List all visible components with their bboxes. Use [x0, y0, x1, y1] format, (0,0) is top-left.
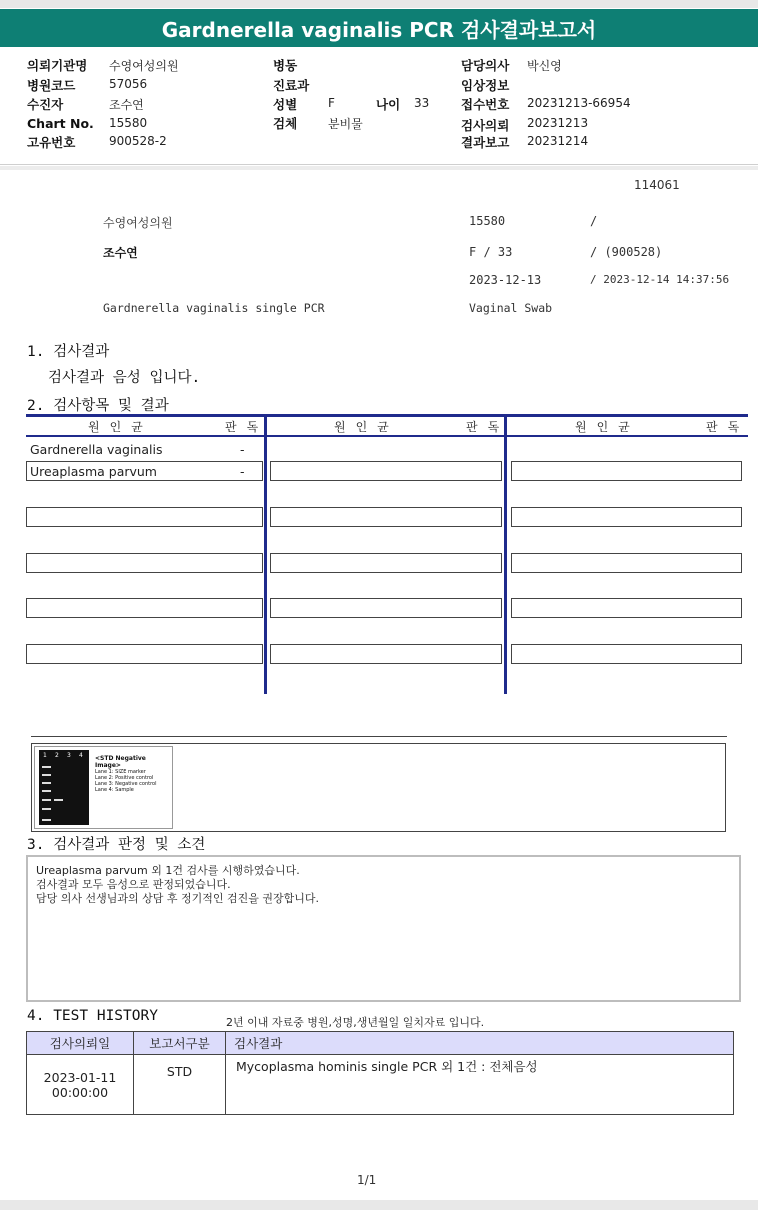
label-hospital-code: 병원코드	[27, 78, 76, 93]
section4-heading: 4. TEST HISTORY	[27, 1008, 158, 1024]
result-name-2: Ureaplasma parvum	[30, 464, 157, 479]
empty-cell	[26, 644, 263, 664]
history-time: 00:00:00	[51, 1084, 109, 1100]
value-patient: 조수연	[109, 98, 144, 112]
col-header-pathogen-3: 원인균	[575, 420, 640, 434]
label-institution: 의뢰기관명	[27, 58, 88, 73]
label-age: 나이	[376, 97, 401, 112]
value-unique-id: 900528-2	[109, 134, 167, 148]
history-result: Mycoplasma hominis single PCR 외 1건 : 전체음성	[226, 1055, 734, 1115]
table-header-rule	[26, 435, 748, 437]
table-top-rule	[26, 414, 748, 417]
summary-sex-age: F / 33	[469, 245, 513, 259]
table-divider-1	[264, 414, 267, 694]
empty-cell	[26, 598, 263, 618]
history-table	[26, 1031, 734, 1115]
empty-cell	[511, 644, 742, 664]
gel-band	[42, 766, 51, 768]
section3-heading: 3. 검사결과 판정 및 소견	[27, 837, 206, 853]
value-age: 33	[414, 96, 430, 110]
label-department: 진료과	[273, 78, 310, 93]
lane-label: 3	[67, 752, 71, 759]
summary-request-date: 2023-12-13	[469, 273, 542, 287]
value-hospital-code: 57056	[109, 77, 148, 91]
label-chart-no: Chart No.	[27, 116, 94, 131]
col-header-judge-3: 판독	[706, 420, 750, 434]
opinion-line-3: 담당 의사 선생님과의 상담 후 정기적인 검진을 권장합니다.	[36, 892, 319, 905]
page-number: 1/1	[357, 1173, 377, 1187]
empty-cell	[511, 598, 742, 618]
report-title: Gardnerella vaginalis PCR 검사결과보고서	[0, 9, 758, 47]
gel-photo	[39, 750, 89, 825]
summary-specimen: Vaginal Swab	[469, 301, 553, 315]
section2-heading: 2. 검사항목 및 결과	[27, 398, 169, 414]
value-request-date: 20231213	[527, 116, 589, 130]
history-note: 2년 이내 자료중 병원,성명,생년월일 일치자료 입니다.	[226, 1016, 485, 1029]
bottom-strip	[0, 1200, 758, 1210]
header-divider-shade	[0, 166, 758, 170]
label-patient: 수진자	[27, 97, 64, 112]
label-specimen: 검체	[273, 116, 298, 131]
empty-cell	[511, 553, 742, 573]
empty-cell	[270, 598, 502, 618]
gel-band	[42, 808, 51, 810]
section1-result: 검사결과 음성 입니다.	[48, 370, 201, 386]
empty-cell	[270, 507, 502, 527]
summary-chart: 15580	[469, 214, 506, 228]
report-code: 114061	[634, 178, 680, 192]
section1-heading: 1. 검사결과	[27, 344, 110, 360]
empty-cell	[270, 644, 502, 664]
gel-image	[34, 746, 173, 829]
value-institution: 수영여성의원	[109, 59, 179, 73]
opinion-line-1: Ureaplasma parvum 외 1건 검사를 시행하였습니다.	[36, 864, 300, 877]
empty-cell	[270, 553, 502, 573]
label-sex: 성별	[273, 97, 298, 112]
top-strip	[0, 0, 758, 8]
gel-title: <STD Negative Image>	[95, 755, 146, 769]
label-ward: 병동	[273, 58, 298, 73]
history-col-date: 검사의뢰일	[27, 1032, 134, 1055]
gel-legend-2: Lane 2: Positive control	[95, 775, 154, 781]
gel-band	[54, 799, 63, 801]
gel-band	[42, 782, 51, 784]
table-divider-2	[504, 414, 507, 694]
result-name-1: Gardnerella vaginalis	[30, 442, 163, 457]
lane-label: 1	[43, 752, 47, 759]
summary-slash: /	[590, 214, 598, 228]
gel-legend-3: Lane 3: Negative control	[95, 781, 157, 787]
label-report-date: 결과보고	[461, 135, 510, 150]
summary-hospital: 수영여성의원	[103, 216, 173, 230]
result-value-1: -	[240, 442, 245, 457]
value-specimen: 분비물	[328, 117, 363, 131]
history-date-cell	[27, 1055, 134, 1115]
value-sex: F	[328, 96, 335, 110]
summary-patient: 조수연	[103, 246, 138, 260]
history-col-result: 검사결과	[226, 1032, 734, 1055]
label-doctor: 담당의사	[461, 58, 510, 73]
result-value-2: -	[240, 464, 245, 479]
empty-cell	[511, 507, 742, 527]
gel-legend-1: Lane 1: SIZE marker	[95, 769, 146, 775]
col-header-pathogen-2: 원인균	[334, 420, 399, 434]
value-report-date: 20231214	[527, 134, 589, 148]
value-receipt-no: 20231213-66954	[527, 96, 631, 110]
gel-band	[42, 799, 51, 801]
label-unique-id: 고유번호	[27, 135, 76, 150]
empty-cell	[511, 461, 742, 481]
summary-test-name: Gardnerella vaginalis single PCR	[103, 301, 325, 315]
lane-label: 2	[55, 752, 59, 759]
history-col-type: 보고서구분	[134, 1032, 226, 1055]
gel-legend-4: Lane 4: Sample	[95, 787, 134, 793]
history-date: 2023-01-11	[43, 1069, 117, 1085]
col-header-judge-2: 판독	[466, 420, 510, 434]
label-receipt-no: 접수번호	[461, 97, 510, 112]
gel-band	[42, 774, 51, 776]
label-request-date: 검사의뢰	[461, 118, 510, 133]
gel-band	[42, 790, 51, 792]
summary-id: / (900528)	[590, 245, 663, 259]
summary-report-datetime: / 2023-12-14 14:37:56	[590, 273, 730, 286]
image-top-rule	[31, 736, 727, 737]
empty-cell	[270, 461, 502, 481]
history-type: STD	[134, 1055, 226, 1115]
table-row	[27, 1055, 734, 1115]
empty-cell	[26, 553, 263, 573]
value-doctor: 박신영	[527, 59, 562, 73]
col-header-pathogen-1: 원인균	[88, 420, 153, 434]
header-divider	[0, 164, 758, 165]
lane-label: 4	[79, 752, 83, 759]
label-clinical-info: 임상정보	[461, 78, 510, 93]
opinion-line-2: 검사결과 모두 음성으로 판정되었습니다.	[36, 878, 231, 891]
col-header-judge-1: 판독	[225, 420, 269, 434]
value-chart-no: 15580	[109, 116, 148, 130]
empty-cell	[26, 507, 263, 527]
gel-band	[42, 819, 51, 821]
